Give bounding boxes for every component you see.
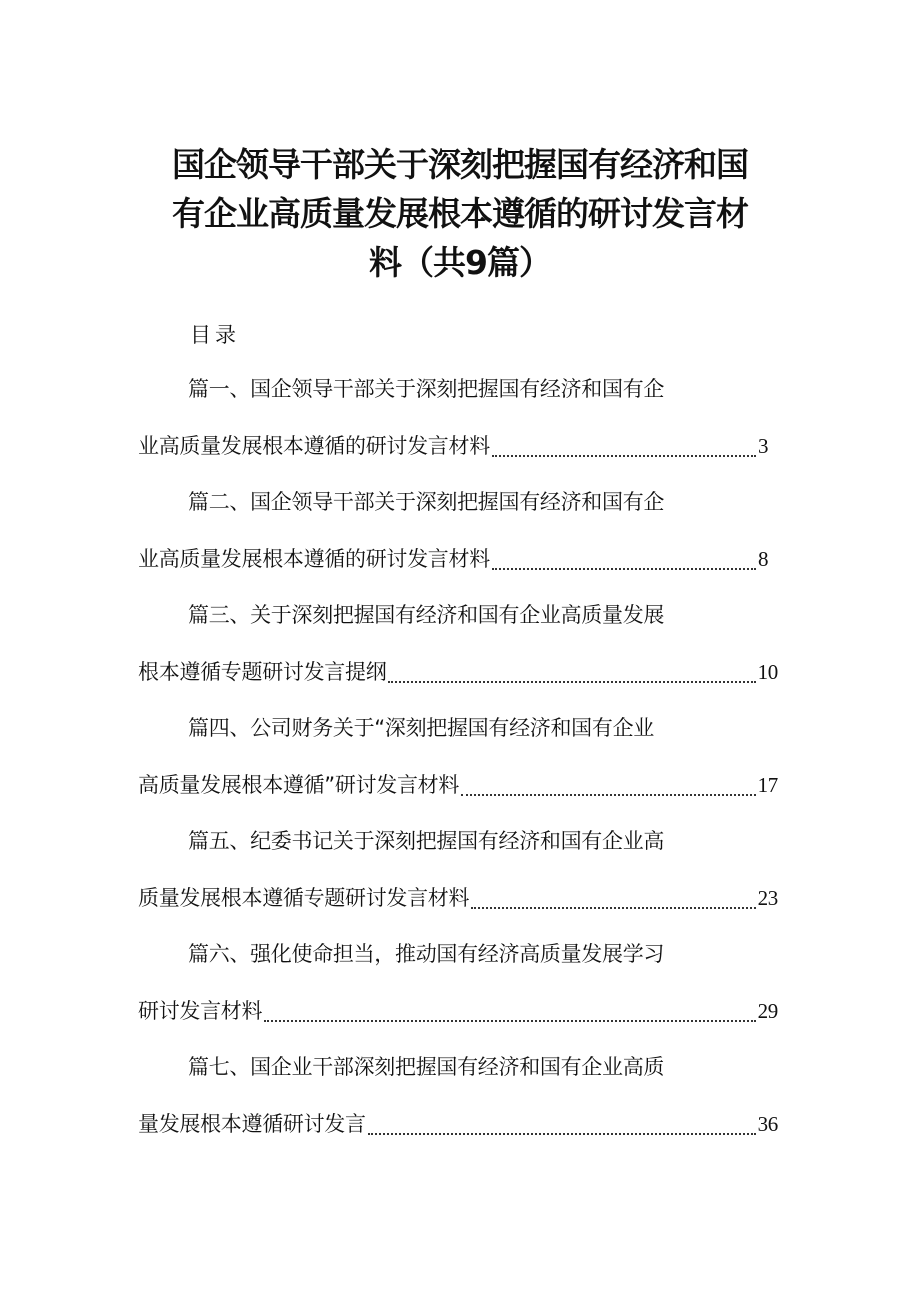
toc-entry-title-line-2 xyxy=(138,768,778,802)
toc-entry-title-text: 质量发展根本遵循专题研讨发言材料 xyxy=(138,886,470,910)
toc-entry-title-line-1: 篇一、国企领导干部关于深刻把握国有经济和国有企 xyxy=(188,377,665,401)
document-title xyxy=(0,140,920,287)
toc-entry-title-line-1: 篇六、强化使命担当，推动国有经济高质量发展学习 xyxy=(188,942,665,966)
toc-entry[interactable] xyxy=(138,598,778,711)
title-line-1: 国企领导干部关于深刻把握国有经济和国 xyxy=(172,145,748,184)
toc-entry-title-text: 业高质量发展根本遵循的研讨发言材料 xyxy=(138,434,490,458)
toc-page-number: 23 xyxy=(757,886,778,910)
toc-heading: 目录 xyxy=(190,323,240,347)
title-line-3: 料（共9篇） xyxy=(369,243,551,282)
toc-entry-title-line-1: 篇四、公司财务关于“深刻把握国有经济和国有企业 xyxy=(188,716,654,740)
toc-page-number: 3 xyxy=(758,434,769,458)
toc-entry[interactable] xyxy=(138,372,778,485)
toc-entry-title-text: 量发展根本遵循研讨发言 xyxy=(138,1112,366,1136)
toc-entry-title-text: 根本遵循专题研讨发言提纲 xyxy=(138,660,387,684)
toc-entry-title-text: 研讨发言材料 xyxy=(138,999,263,1023)
dot-leader xyxy=(264,1020,755,1022)
dot-leader xyxy=(492,455,756,457)
toc-entry-title-line-2 xyxy=(138,542,778,576)
toc-entry-title-line-1: 篇五、纪委书记关于深刻把握国有经济和国有企业高 xyxy=(188,829,665,853)
dot-leader xyxy=(471,907,755,909)
dot-leader xyxy=(388,681,755,683)
toc-page-number: 29 xyxy=(757,999,778,1023)
title-line-2: 有企业高质量发展根本遵循的研讨发言材 xyxy=(172,194,748,233)
toc-page-number: 8 xyxy=(758,547,769,571)
toc-entry[interactable] xyxy=(138,485,778,598)
dot-leader xyxy=(492,568,756,570)
dot-leader xyxy=(368,1133,756,1135)
toc-page-number: 36 xyxy=(757,1112,778,1136)
toc-entry-title-line-2 xyxy=(138,881,778,915)
toc-entry-title-line-1: 篇三、关于深刻把握国有经济和国有企业高质量发展 xyxy=(188,603,665,627)
toc-entry[interactable] xyxy=(138,937,778,1050)
toc-entry-title-line-1: 篇二、国企领导干部关于深刻把握国有经济和国有企 xyxy=(188,490,665,514)
toc-entry-title-text: 高质量发展根本遵循”研讨发言材料 xyxy=(138,773,460,797)
toc-entry[interactable] xyxy=(138,1050,778,1163)
toc-entry-title-line-1: 篇七、国企业干部深刻把握国有经济和国有企业高质 xyxy=(188,1055,665,1079)
toc-entry-title-line-2 xyxy=(138,994,778,1028)
toc-entry-title-text: 业高质量发展根本遵循的研讨发言材料 xyxy=(138,547,490,571)
toc-entry-title-line-2 xyxy=(138,655,778,689)
toc-entry[interactable] xyxy=(138,824,778,937)
toc-page-number: 10 xyxy=(757,660,778,684)
toc-entry[interactable] xyxy=(138,711,778,824)
toc-page-number: 17 xyxy=(757,773,778,797)
toc-entry-title-line-2 xyxy=(138,1107,778,1141)
table-of-contents xyxy=(138,372,778,1163)
toc-entry-title-line-2 xyxy=(138,429,778,463)
dot-leader xyxy=(461,794,756,796)
